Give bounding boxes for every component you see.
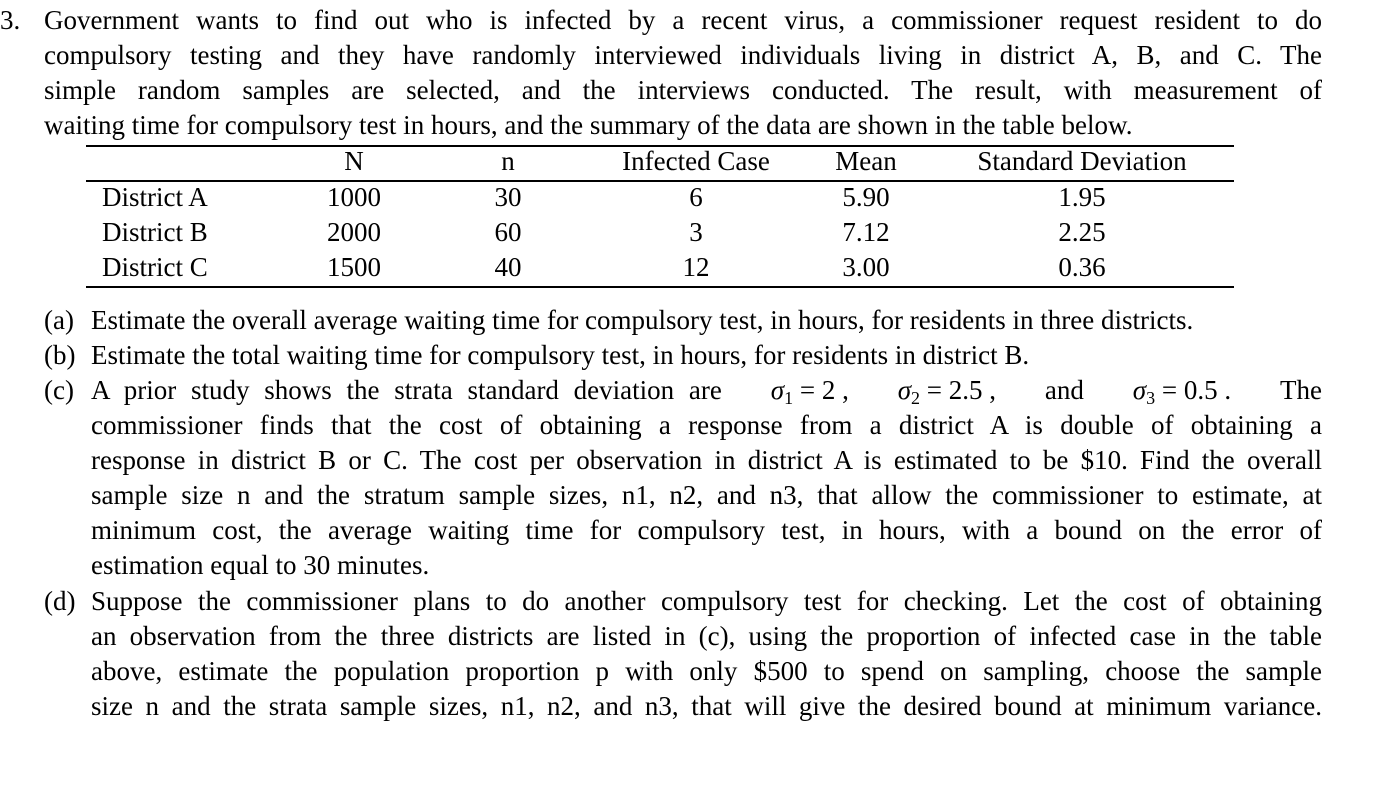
- table-cell: 3.00: [842, 252, 890, 282]
- table-cell: 30: [494, 182, 522, 212]
- part-d-line-4: size n and the strata sample sizes, n1, n2, and n3, that will give the desired bound at minimum variance.: [91, 691, 1322, 721]
- table-cell: 2000: [327, 217, 381, 247]
- row-label: District C: [102, 252, 208, 282]
- table-cell: 2.25: [1058, 217, 1106, 247]
- header-standard-deviation: Standard Deviation: [977, 146, 1187, 176]
- table-cell: 3: [689, 217, 703, 247]
- part-b-label: (b): [44, 340, 76, 370]
- intro-line-3: simple random samples are selected, and the interviews conducted. The result, with measurement of: [44, 75, 1322, 105]
- part-d-line-2: an observation from the three districts are listed in (c), using the proportion of infected case in the table: [91, 621, 1322, 651]
- table-cell: 7.12: [842, 217, 890, 247]
- header-N: N: [344, 146, 364, 176]
- part-a-text: Estimate the overall average waiting time for compulsory test, in hours, for residents in three districts.: [91, 305, 1194, 335]
- table-cell: 6: [689, 182, 703, 212]
- row-label: District A: [102, 182, 208, 212]
- table-cell: 60: [494, 217, 522, 247]
- sigma-2-expr: $\sigma_2 = 2.5$ ,: [897, 375, 997, 408]
- part-a-label: (a): [44, 305, 74, 335]
- table-bottom-rule: [86, 286, 1234, 288]
- table-cell: 12: [682, 252, 710, 282]
- table-cell: 0.36: [1058, 252, 1106, 282]
- and-text: and: [1044, 375, 1084, 405]
- header-n: n: [501, 146, 515, 176]
- part-c-prefix: A prior study shows the strata standard deviation are: [91, 375, 722, 405]
- part-c-label: (c): [44, 375, 74, 405]
- table-cell: 5.90: [842, 182, 890, 212]
- part-c-line-3: response in district B or C. The cost per observation in district A is estimated to be $10. Find the overall: [91, 445, 1322, 475]
- question-number: 3.: [0, 5, 21, 35]
- part-c-line-4: sample size n and the stratum sample sizes, n1, n2, and n3, that allow the commissioner to estimate, at: [91, 480, 1322, 510]
- row-label: District B: [102, 217, 208, 247]
- part-d-line-1: Suppose the commissioner plans to do another compulsory test for checking. Let the cost of obtaining: [91, 586, 1322, 616]
- intro-line-1: Government wants to find out who is infected by a recent virus, a commissioner request resident to do: [44, 5, 1322, 35]
- table-cell: 1000: [327, 182, 381, 212]
- table-cell: 1500: [327, 252, 381, 282]
- header-mean: Mean: [835, 146, 897, 176]
- sigma-3-expr: $\sigma_3 = 0.5$ .: [1132, 375, 1232, 408]
- table-cell: 40: [494, 252, 522, 282]
- part-c-line-1: [91, 374, 1322, 414]
- part-b-text: Estimate the total waiting time for compulsory test, in hours, for residents in district B.: [91, 340, 1030, 370]
- table-cell: 1.95: [1058, 182, 1106, 212]
- intro-line-4: waiting time for compulsory test in hours, and the summary of the data are shown in the table below.: [44, 110, 1133, 140]
- part-c-line-5: minimum cost, the average waiting time for compulsory test, in hours, with a bound on the error of: [91, 515, 1322, 545]
- part-c-line-2: commissioner finds that the cost of obtaining a response from a district A is double of obtaining a: [91, 410, 1322, 440]
- sigma-1-expr: $\sigma_1 = 2$ ,: [770, 375, 849, 408]
- part-c-line-6: estimation equal to 30 minutes.: [91, 550, 430, 580]
- intro-line-2: compulsory testing and they have randomly interviewed individuals living in district A, B, and C. The: [44, 40, 1322, 70]
- header-infected-case: Infected Case: [622, 146, 770, 176]
- the-text: The: [1280, 375, 1322, 405]
- part-d-line-3: above, estimate the population proportion p with only $500 to spend on sampling, choose the sample: [91, 656, 1322, 686]
- part-d-label: (d): [44, 586, 76, 616]
